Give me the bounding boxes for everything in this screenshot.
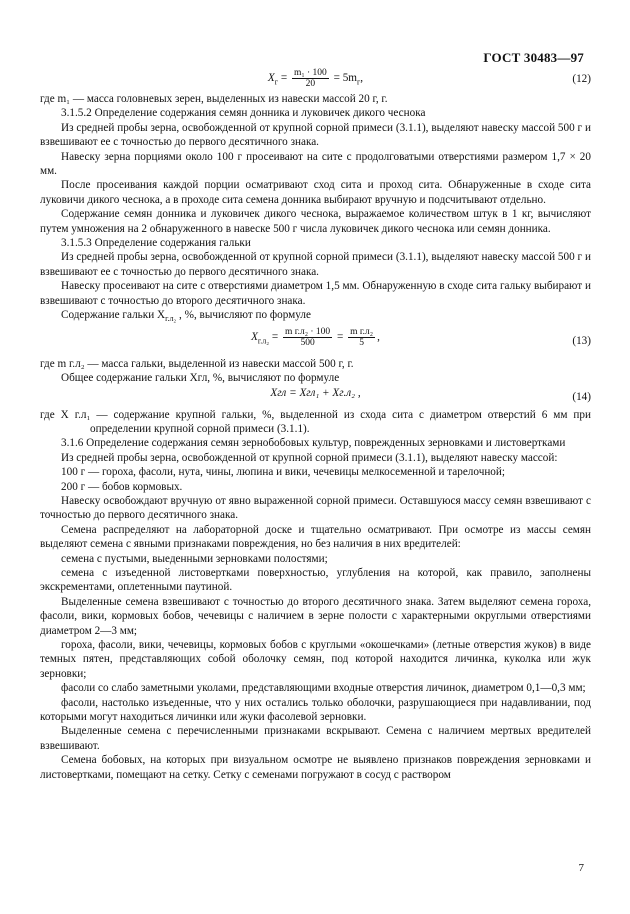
formula-12-rhs: = 5m xyxy=(330,72,358,85)
paragraph: Навеску просеивают на сите с отверстиями диаметром 1,5 мм. Обнаруженную в сходе сита гальку выбирают и взвешивают с точностью до второго десятичного знака. xyxy=(40,280,591,307)
formula-14-number: (14) xyxy=(572,390,591,403)
formula-13-eq: = xyxy=(269,330,281,343)
list-item: семена с изъеденной листовертками поверхностью, углубления на которой, как правило, заполнены экскрементами, оплетенными паутиной. xyxy=(40,567,591,594)
paragraph xyxy=(40,308,591,327)
formula-13-eq2: = xyxy=(334,330,347,343)
paragraph: Содержание семян донника и луковичек дикого чеснока, выражаемое количеством штук в 1 кг, вычисляют путем умножения на 2 обнаруженного в навеске 500 г числа луковичек дикого чеснока или семян донника. xyxy=(40,208,591,235)
formula-12-eq: = xyxy=(278,72,290,85)
body-text xyxy=(40,68,591,782)
paragraph: Семена распределяют на лабораторной доске и тщательно осматривают. При осмотре из массы семян выделяют семена с явными признаками повреждения, но без наличия в них вредителей: xyxy=(40,523,591,551)
formula-12-tail: , xyxy=(360,72,364,85)
paragraph: Из средней пробы зерна, освобожденной от крупной сорной примеси (3.1.1), выделяют навеску массой: xyxy=(61,451,558,464)
formula-13 xyxy=(40,327,591,357)
formula-12-fraction xyxy=(292,68,329,89)
list-item: фасоли со слабо заметными уколами, представляющими входные отверстия личинок, диаметром 0,1—0,3 мм; xyxy=(61,682,586,695)
paragraph: Общее содержание гальки Xгл, %, вычисляют по формуле xyxy=(61,372,340,385)
formula-13-lhs-sub: г.л₂ xyxy=(257,336,270,346)
formula-13-fraction-2 xyxy=(348,327,375,348)
paragraph: Из средней пробы зерна, освобожденной от крупной сорной примеси (3.1.1), выделяют навеску массой 500 г и взвешивают ее с точностью до первого десятичного знака. xyxy=(40,251,591,278)
formula-12-lhs-sub: г xyxy=(274,77,279,87)
page-number: 7 xyxy=(578,862,584,874)
list-item: гороха, фасоли, вики, чечевицы, кормовых бобов с круглыми «окошечками» (летные отверстия жуков) в виде темных пятен, представляющих собой оболочку семян, под которой находится личинка, куколка или жук зерновки; xyxy=(40,639,591,680)
formula-intro-tail: , %, вычисляют по формуле xyxy=(176,309,311,322)
section-heading: 3.1.5.2 Определение содержания семян донника и луковичек дикого чеснока xyxy=(61,107,426,120)
formula-13-denominator-1: 500 xyxy=(300,337,315,348)
formula-13-fraction-1 xyxy=(283,327,332,348)
paragraph: Выделенные семена взвешивают с точностью до второго десятичного знака. Затем выделяют семена гороха, фасоли, вики, кормовых бобов, чечевицы с наличием в зерне полости с характерными округлыми отверстиями диаметром 2—3 мм; xyxy=(40,595,591,637)
paragraph: Навеску освобождают вручную от явно выраженной сорной примеси. Оставшуюся массу семян взвешивают с точностью до первого десятичного знака. xyxy=(40,494,591,522)
formula-13-denominator-2: 5 xyxy=(359,337,364,348)
formula-14-text: Xгл = Xгл₁ + Xг.л₂ , xyxy=(270,386,361,399)
formula-13-tail: , xyxy=(377,330,380,343)
formula-12-numerator: m₁ · 100 xyxy=(293,68,327,78)
formula-12-lhs: X xyxy=(267,72,275,85)
paragraph: Выделенные семена с перечисленными признаками вскрывают. Семена с наличием мертвых вредителей взвешивают. xyxy=(40,725,591,752)
list-item: 200 г — бобов кормовых. xyxy=(61,480,183,493)
formula-12-denominator: 20 xyxy=(305,79,316,89)
formula-intro-text: Содержание гальки X xyxy=(61,309,166,322)
list-item: семена с пустыми, выеденными зерновками полостями; xyxy=(61,552,328,565)
formula-13-lhs: X xyxy=(251,330,258,343)
list-item: фасоли, настолько изъеденные, что у них остались только оболочки, разрушающиеся при надавливании, под которыми могут находиться личинки или жуки фасолевой зерновки. xyxy=(40,696,591,724)
paragraph: Из средней пробы зерна, освобожденной от крупной сорной примеси (3.1.1), выделяют навеску массой 500 г и взвешивают ее с точностью до первого десятичного знака. xyxy=(40,121,591,149)
formula-13-number: (13) xyxy=(572,334,591,347)
standard-header: ГОСТ 30483—97 xyxy=(483,50,584,65)
paragraph: Семена бобовых, на которых при визуальном осмотре не выявлено признаков повреждения зерновками и листовертками, помещают на сетку. Сетку с семенами погружают в сосуд с раствором xyxy=(40,754,591,781)
formula-13-numerator-1: m г.л₂ · 100 xyxy=(285,326,331,337)
formula-12-number: (12) xyxy=(572,73,591,85)
paragraph: где m₁ — масса головневых зерен, выделенных из навески массой 20 г, г. xyxy=(40,93,388,105)
paragraph: где m г.л₂ — масса гальки, выделенной из навески массой 500 г, г. xyxy=(40,357,354,370)
formula-intro-sub: г.л₂ xyxy=(165,314,177,324)
paragraph: После просеивания каждой порции осматривают сход сита и проход сита. Обнаруженные в сходе сита луковичи дикого чеснока, а в проходе сита семена донника выбирают вручную и подсчитывают отдельно. xyxy=(40,179,591,206)
section-heading: 3.1.5.3 Определение содержания гальки xyxy=(61,237,251,250)
paragraph: где X г.л₁ — содержание крупной гальки, %, выделенной из схода сита с диаметром отверстий 6 мм при определении крупной сорной примеси (3.1.1). xyxy=(40,408,591,435)
paragraph: Навеску зерна порциями около 100 г просеивают на сите с продолговатыми отверстиями размером 1,7 × 20 мм. xyxy=(40,150,591,178)
formula-12-rhs-sub: г xyxy=(357,77,361,87)
formula-13-numerator-2: m г.л₂ xyxy=(350,326,374,337)
formula-14 xyxy=(40,386,591,408)
section-heading: 3.1.6 Определение содержания семян зернобобовых культур, поврежденных зерновками и листовертками xyxy=(61,437,566,450)
formula-12 xyxy=(40,68,591,92)
list-item: 100 г — гороха, фасоли, нута, чины, люпина и вики, чечевицы мелкосеменной и тарелочной; xyxy=(61,466,505,479)
